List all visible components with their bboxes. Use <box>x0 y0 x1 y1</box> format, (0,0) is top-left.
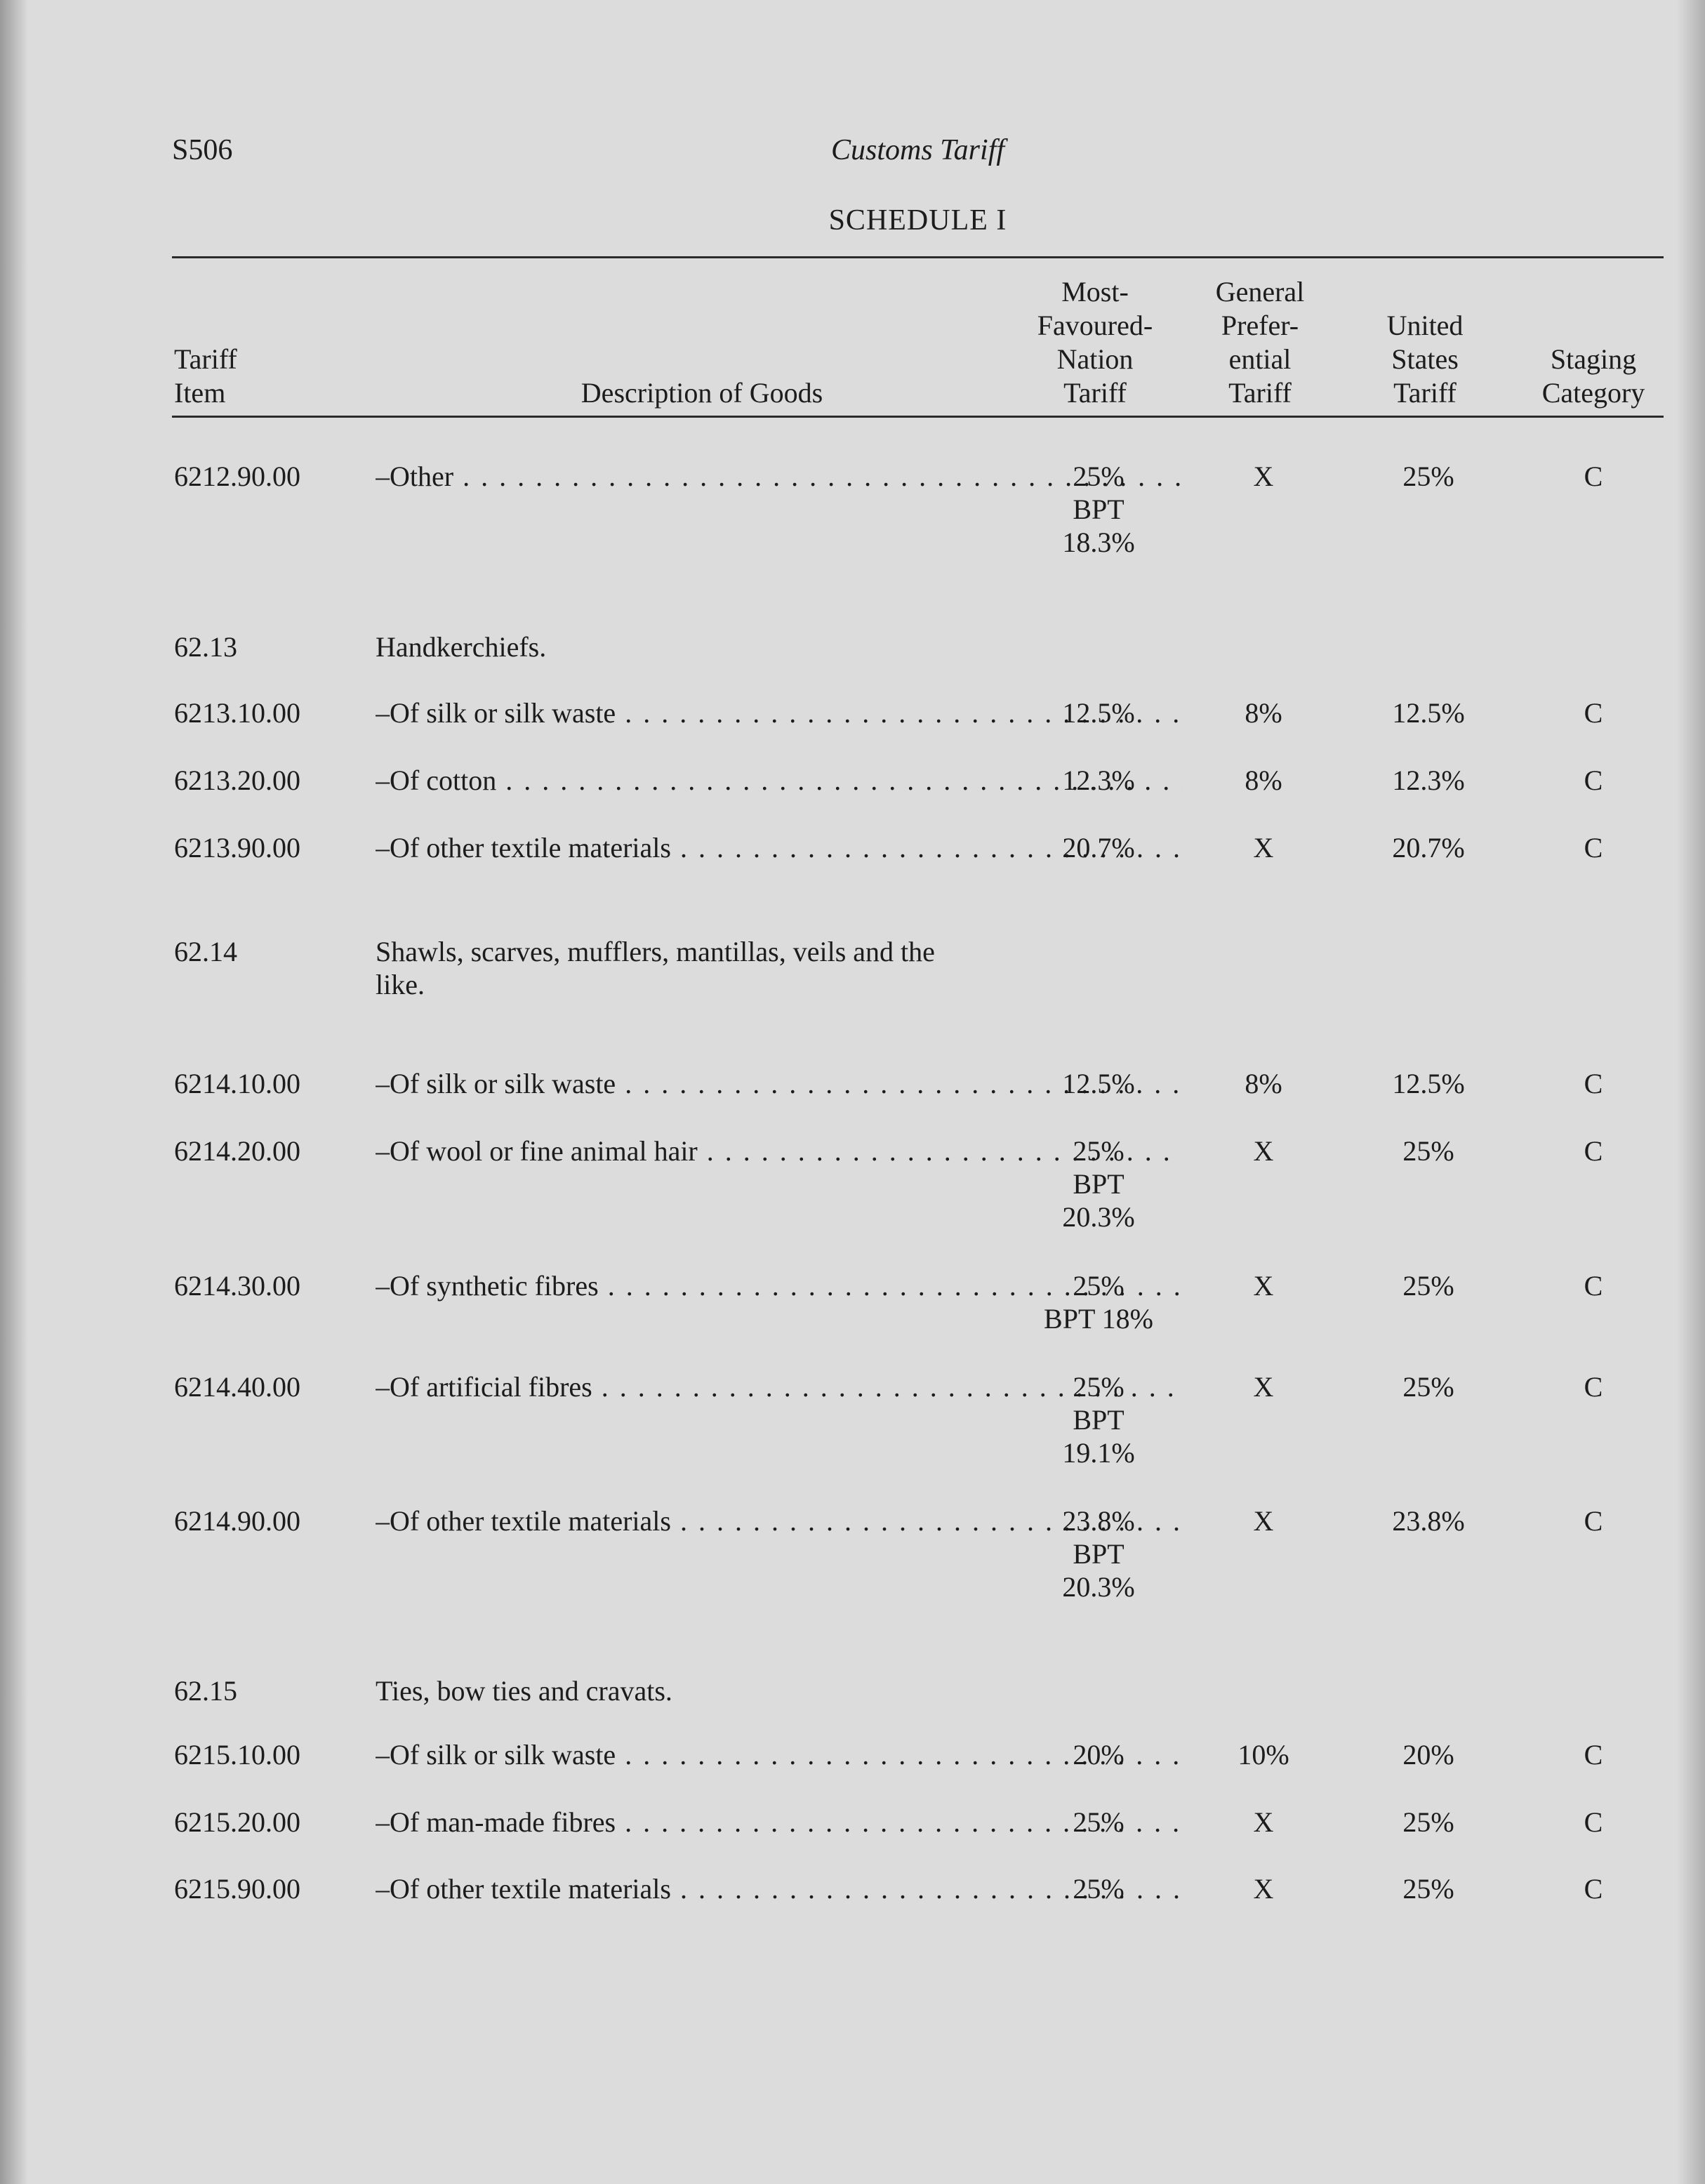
heading-description: Handkerchiefs. <box>376 631 547 663</box>
us-rate: 25% <box>1402 1873 1454 1905</box>
tariff-item: 6212.90.00 <box>174 461 300 492</box>
mfn-rate: 20% <box>1073 1739 1124 1771</box>
us-rate: 12.3% <box>1392 765 1465 796</box>
mfn-rate: 25% BPT 20.3% <box>1062 1135 1135 1233</box>
us-rate: 25% <box>1402 1371 1454 1403</box>
page-gutter-shadow <box>0 0 28 2184</box>
mfn-rate: 12.5% <box>1062 697 1135 729</box>
description: –Of other textile materials . . . <box>376 831 1183 864</box>
staging-category: C <box>1584 1739 1603 1771</box>
us-rate: 20% <box>1402 1739 1454 1771</box>
heading-number: 62.15 <box>174 1675 237 1707</box>
tariff-item: 6213.10.00 <box>174 697 300 729</box>
heading-number: 62.13 <box>174 631 237 663</box>
gpt-rate: X <box>1253 461 1274 492</box>
mfn-rate: 25% <box>1073 1806 1124 1838</box>
description: –Of silk or silk waste . . . <box>376 696 1183 729</box>
description: –Of other textile materials . . . <box>376 1504 1183 1537</box>
mfn-rate: 25% BPT 19.1% <box>1062 1371 1135 1469</box>
gpt-rate: 10% <box>1238 1739 1289 1771</box>
book-title: Customs Tariff <box>830 134 1005 166</box>
staging-category: C <box>1584 1806 1603 1838</box>
page-number: S506 <box>172 134 233 166</box>
mfn-rate: 12.5% <box>1062 1068 1135 1099</box>
staging-category: C <box>1584 832 1603 863</box>
gpt-rate: X <box>1253 832 1274 863</box>
description: –Of synthetic fibres . . . <box>376 1269 1183 1302</box>
description: –Of other textile materials . . . <box>376 1872 1183 1905</box>
column-header-us-tariff: United States Tariff <box>1386 310 1464 409</box>
staging-category: C <box>1584 1068 1603 1099</box>
description: –Of cotton . . . <box>376 764 1183 797</box>
gpt-rate: 8% <box>1245 697 1282 729</box>
heading-description: Shawls, scarves, mufflers, mantillas, veils and the like. <box>376 936 935 1000</box>
tariff-item: 6213.90.00 <box>174 832 300 863</box>
tariff-item: 6215.20.00 <box>174 1806 300 1838</box>
mfn-rate: 25% BPT 18% <box>1044 1270 1153 1335</box>
description: –Of silk or silk waste . . . <box>376 1067 1183 1100</box>
staging-category: C <box>1584 1270 1603 1302</box>
us-rate: 25% <box>1402 1806 1454 1838</box>
mfn-rate: 20.7% <box>1062 832 1135 863</box>
schedule-title: SCHEDULE I <box>828 204 1007 237</box>
staging-category: C <box>1584 1873 1603 1905</box>
tariff-item: 6214.30.00 <box>174 1270 300 1302</box>
staging-category: C <box>1584 765 1603 796</box>
gpt-rate: X <box>1253 1371 1274 1403</box>
us-rate: 20.7% <box>1392 832 1465 863</box>
page-edge-shadow <box>1677 0 1705 2184</box>
column-header-gpt-tariff: General Prefer- ential Tariff <box>1215 276 1305 409</box>
gpt-rate: X <box>1253 1270 1274 1302</box>
description: –Other . . . <box>376 460 1183 493</box>
us-rate: 25% <box>1402 461 1454 492</box>
gpt-rate: X <box>1253 1505 1274 1537</box>
staging-category: C <box>1584 1135 1603 1167</box>
mfn-rate: 12.3% <box>1062 765 1135 796</box>
tariff-item: 6214.10.00 <box>174 1068 300 1099</box>
table-top-rule <box>172 256 1664 258</box>
mfn-rate: 23.8% BPT 20.3% <box>1062 1505 1135 1603</box>
us-rate: 25% <box>1402 1135 1454 1167</box>
us-rate: 12.5% <box>1392 697 1465 729</box>
tariff-item: 6215.90.00 <box>174 1873 300 1905</box>
gpt-rate: X <box>1253 1135 1274 1167</box>
description: –Of wool or fine animal hair . . . <box>376 1134 1183 1167</box>
staging-category: C <box>1584 1371 1603 1403</box>
tariff-item: 6213.20.00 <box>174 765 300 796</box>
column-header-description: Description of Goods <box>581 377 823 409</box>
gpt-rate: X <box>1253 1873 1274 1905</box>
us-rate: 25% <box>1402 1270 1454 1302</box>
tariff-item: 6214.40.00 <box>174 1371 300 1403</box>
description: –Of man-made fibres . . . <box>376 1806 1183 1839</box>
column-header-mfn-tariff: Most- Favoured- Nation Tariff <box>1037 276 1153 409</box>
heading-description: Ties, bow ties and cravats. <box>376 1675 672 1707</box>
mfn-rate: 25% <box>1073 1873 1124 1905</box>
gpt-rate: 8% <box>1245 765 1282 796</box>
running-head <box>172 133 1664 176</box>
staging-category: C <box>1584 1505 1603 1537</box>
us-rate: 23.8% <box>1392 1505 1465 1537</box>
heading-number: 62.14 <box>174 936 237 967</box>
staging-category: C <box>1584 697 1603 729</box>
mfn-rate: 25% BPT 18.3% <box>1062 461 1135 558</box>
tariff-item: 6215.10.00 <box>174 1739 300 1771</box>
staging-category: C <box>1584 461 1603 492</box>
description: –Of artificial fibres . . . <box>376 1370 1183 1403</box>
tariff-item: 6214.90.00 <box>174 1505 300 1537</box>
table-header-rule <box>172 416 1664 418</box>
gpt-rate: 8% <box>1245 1068 1282 1099</box>
us-rate: 12.5% <box>1392 1068 1465 1099</box>
column-header-staging-category: Staging Category <box>1541 343 1645 409</box>
column-header-tariff-item: Tariff Item <box>174 343 237 409</box>
description: –Of silk or silk waste . . . <box>376 1738 1183 1771</box>
tariff-item: 6214.20.00 <box>174 1135 300 1167</box>
gpt-rate: X <box>1253 1806 1274 1838</box>
